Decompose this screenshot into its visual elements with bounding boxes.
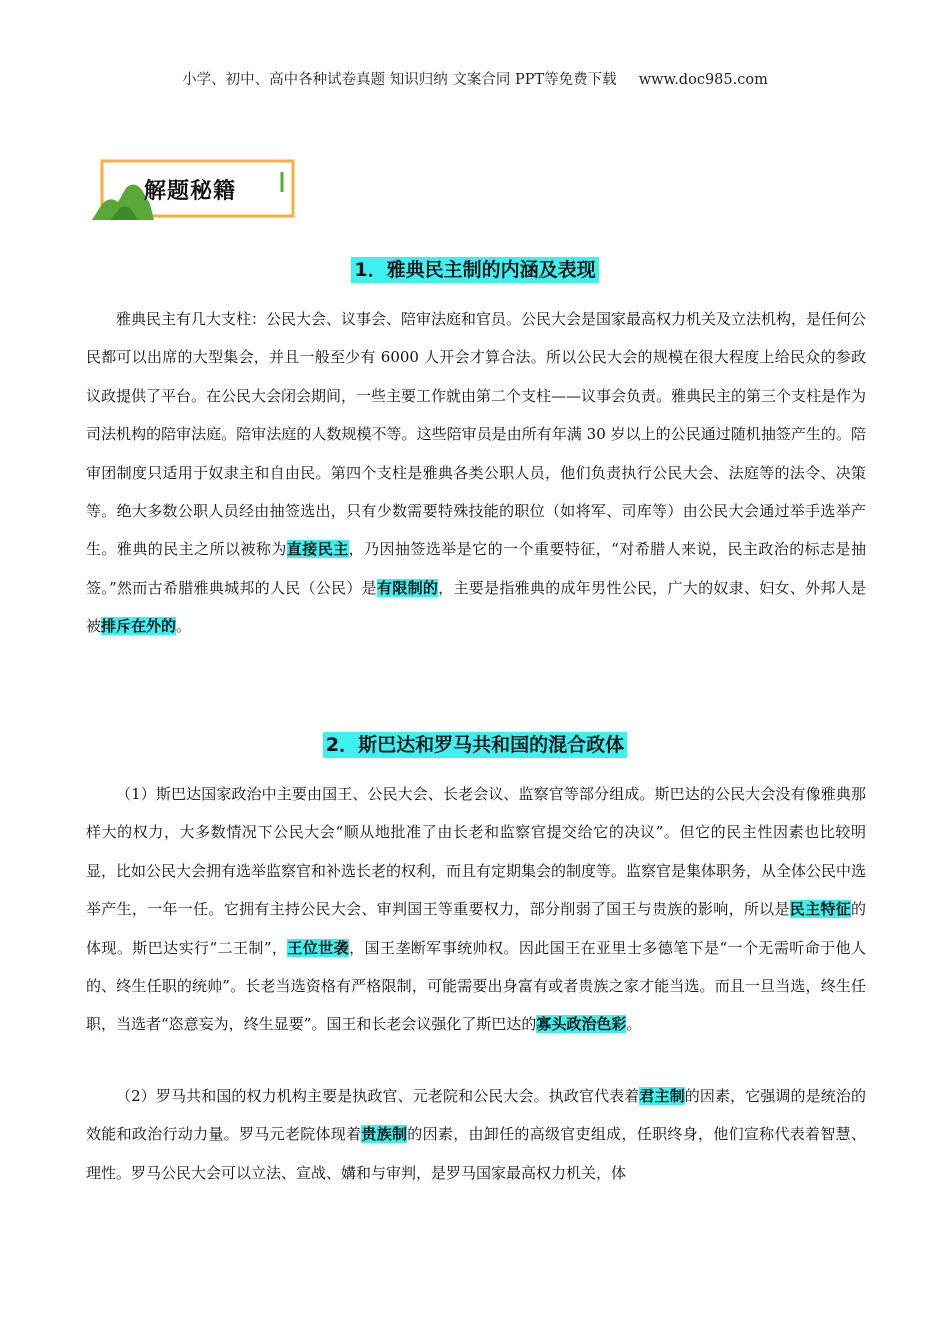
- paragraph-text: 的因素，由卸任的高级官吏组成，任职终身，他们宣称代表着智慧、理性。罗马公民大会可以立法、宣战、媾和与审判，是罗马国家最高权力机关，体: [86, 1125, 866, 1182]
- highlighted-term: 排斥在外的: [101, 617, 177, 636]
- section-2-paragraph-1: [86, 775, 866, 1044]
- highlighted-term: 王位世袭: [287, 938, 350, 957]
- page-header: [0, 68, 950, 89]
- solution-tips-badge: [92, 158, 296, 220]
- paragraph-text: ，国王垄断军事统帅权。因此国王在亚里士多德笔下是“一个无需听命于他人的、终生任职的统帅”。长老当选资格有严格限制，可能需要出身富有或者贵族之家才能当选。而且一旦当选，终生任职，当选者“恣意妄为，终生显要”。国王和长老会议强化了斯巴达的: [86, 938, 866, 1034]
- highlighted-term: 有限制的: [376, 578, 439, 597]
- section-2-paragraph-2: [86, 1077, 866, 1192]
- section-title-2: 2．斯巴达和罗马共和国的混合政体: [0, 730, 950, 757]
- highlighted-term: 直接民主: [286, 540, 349, 559]
- highlighted-term: 民主特征: [789, 900, 851, 919]
- header-site-url: www.doc985.com: [638, 72, 768, 88]
- paragraph-text: ，乃因抽签选举是它的一个重要特征，“对希腊人来说，民主政治的标志是抽签。”然而古希腊雅典城邦的人民（公民）是: [86, 540, 866, 597]
- paragraph-text: 的因素，它强调的是统治的效能和政治行动力量。罗马元老院体现着: [86, 1087, 866, 1144]
- section-title-1: 1．雅典民主制的内涵及表现: [0, 255, 950, 282]
- header-promo-text: 小学、初中、高中各种试卷真题 知识归纳 文案合同 PPT等免费下载: [182, 72, 617, 88]
- highlighted-term: 贵族制: [361, 1125, 408, 1144]
- paragraph-text: 。: [626, 1015, 642, 1034]
- paragraph-text: 。: [176, 617, 192, 636]
- highlighted-term: 寡头政治色彩: [536, 1015, 627, 1034]
- paragraph-text: （2）罗马共和国的权力机构主要是执政官、元老院和公民大会。执政官代表着: [116, 1087, 640, 1105]
- paragraph-text: 雅典民主有几大支柱：公民大会、议事会、陪审法庭和官员。公民大会是国家最高权力机关及立法机构，是任何公民都可以出席的大型集会，并且一般至少有 6000 人开会才算合法。所以公民大会的规模在很大程度上给民众的参政议政提供了平台。在公民大会闭会期间，一些主要工作就由第二个支柱——议事会负责。雅典民主的第三个支柱是作为司法机构的陪审法庭。陪审法庭的人数规模不等。这些陪审员是由所有年满 30 岁以上的公民通过随机抽签产生的。陪审团制度只适用于奴隶主和自由民。第四个支柱是雅典各类公职人员，他们负责执行公民大会、法庭等的法令、决策等。绝大多数公职人员经由抽签选出，只有少数需要特殊技能的职位（如将军、司库等）由公民大会通过举手选举产生。雅典的民主之所以被称为: [86, 310, 867, 559]
- paragraph-text: 的体现。斯巴达实行“二王制”，: [86, 900, 866, 957]
- highlighted-term: 君主制: [639, 1087, 685, 1105]
- paragraph-text: ，主要是指雅典的成年男性公民，广大的奴隶、妇女、外邦人是被: [86, 578, 866, 636]
- section-1-paragraph: [86, 300, 866, 646]
- badge-title: 解题秘籍: [144, 179, 237, 204]
- paragraph-text: （1）斯巴达国家政治中主要由国王、公民大会、长老会议、监察官等部分组成。斯巴达的公民大会没有像雅典那样大的权力，大多数情况下公民大会“顺从地批准了由长老和监察官提交给它的决议”。但它的民主性因素也比较明显，比如公民大会拥有选举监察官和补选长老的权利，而且有定期集会的制度等。监察官是集体职务，从全体公民中选举产生，一年一任。它拥有主持公民大会、审判国王等重要权力，部分削弱了国王与贵族的影响，所以是: [86, 785, 867, 919]
